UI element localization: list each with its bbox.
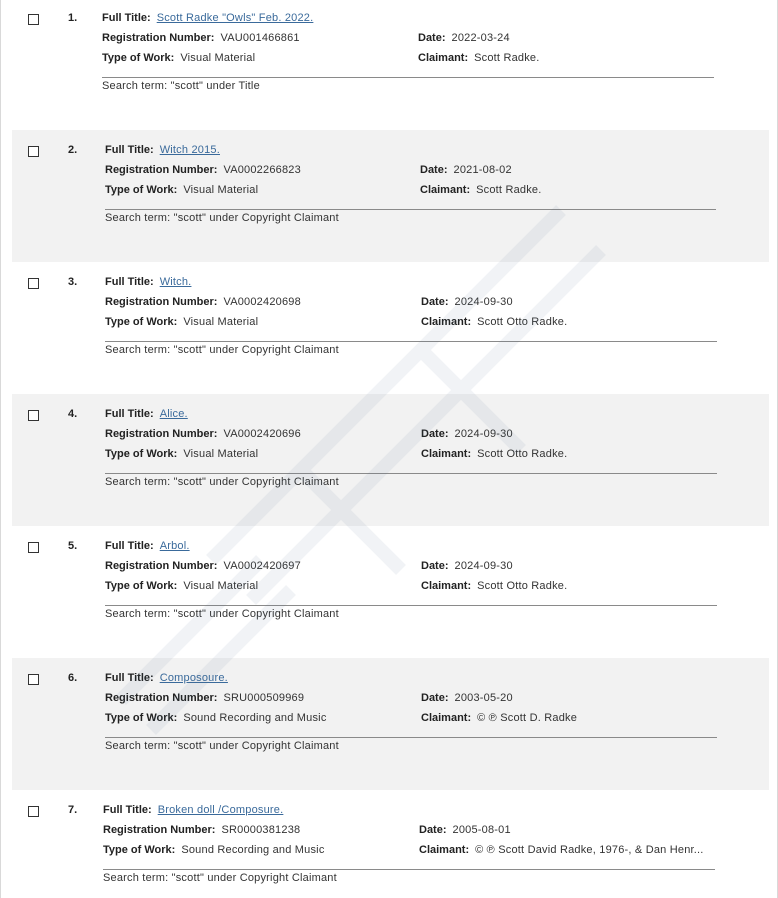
registration-number-field [105,296,301,308]
date-field [420,164,512,176]
registration-number-label: Registration Number: [105,428,218,440]
record-number: 5. [68,540,78,552]
select-checkbox-1[interactable] [28,14,39,25]
record-title-link[interactable]: Composoure. [159,672,228,684]
record-title-link[interactable]: Scott Radke "Owls" Feb. 2022. [156,12,314,24]
date-label: Date: [421,560,449,572]
record-title-link[interactable]: Witch 2015. [159,144,220,156]
claimant-value: Scott Radke. [476,184,542,196]
type-of-work-label: Type of Work: [105,448,178,460]
record-title-link[interactable]: Broken doll /Composure. [157,804,284,816]
full-title-label: Full Title: [105,408,154,420]
claimant-value: Scott Otto Radke. [477,448,568,460]
type-of-work-value: Visual Material [183,448,259,460]
type-of-work-field [103,844,325,856]
search-term-note: Search term: "scott" under Copyright Claimant [105,608,339,620]
full-title-label: Full Title: [102,12,151,24]
claimant-label: Claimant: [421,316,472,328]
date-label: Date: [421,296,449,308]
claimant-field [421,712,577,724]
full-title-field [105,540,190,552]
full-title-label: Full Title: [105,276,154,288]
claimant-label: Claimant: [420,184,471,196]
date-field [421,692,513,704]
search-term-note: Search term: "scott" under Copyright Claimant [105,476,339,488]
date-label: Date: [421,428,449,440]
select-checkbox-7[interactable] [28,806,39,817]
type-of-work-value: Visual Material [183,580,259,592]
registration-number-value: VA0002420697 [223,560,301,572]
type-of-work-field [105,580,258,592]
type-of-work-field [105,316,258,328]
full-title-field [105,672,228,684]
claimant-label: Claimant: [421,448,472,460]
registration-number-field [103,824,300,836]
date-value: 2003-05-20 [454,692,513,704]
claimant-value: Scott Otto Radke. [477,316,568,328]
registration-number-value: SR0000381238 [221,824,301,836]
claimant-value: Scott Radke. [474,52,540,64]
record-title-link[interactable]: Witch. [159,276,192,288]
date-value: 2024-09-30 [454,428,513,440]
claimant-field [419,844,704,856]
record-number: 7. [68,804,78,816]
record-number: 2. [68,144,78,156]
record-divider [105,605,717,606]
claimant-field [421,580,567,592]
date-value: 2021-08-02 [453,164,512,176]
registration-number-value: VA0002420698 [223,296,301,308]
claimant-field [421,448,567,460]
record-divider [105,209,716,210]
record-divider [103,869,715,870]
record-divider [102,77,714,78]
claimant-value: © ℗ Scott D. Radke [477,712,578,724]
record-number: 1. [68,12,78,24]
record-title-link[interactable]: Alice. [159,408,188,420]
full-title-field [103,804,283,816]
record-divider [105,473,717,474]
registration-number-label: Registration Number: [105,296,218,308]
full-title-field [102,12,313,24]
type-of-work-label: Type of Work: [105,712,178,724]
claimant-value: Scott Otto Radke. [477,580,568,592]
date-field [421,428,513,440]
type-of-work-value: Sound Recording and Music [181,844,325,856]
date-value: 2024-09-30 [454,560,513,572]
type-of-work-label: Type of Work: [105,184,178,196]
date-field [419,824,511,836]
registration-number-label: Registration Number: [103,824,216,836]
type-of-work-label: Type of Work: [102,52,175,64]
type-of-work-field [105,712,327,724]
registration-number-value: VA0002420696 [223,428,301,440]
type-of-work-field [105,184,258,196]
search-term-note: Search term: "scott" under Title [102,80,260,92]
date-value: 2005-08-01 [452,824,511,836]
select-checkbox-6[interactable] [28,674,39,685]
type-of-work-label: Type of Work: [105,580,178,592]
full-title-label: Full Title: [103,804,152,816]
record-number: 6. [68,672,78,684]
record-number: 3. [68,276,78,288]
date-field [421,560,513,572]
date-label: Date: [421,692,449,704]
claimant-value: © ℗ Scott David Radke, 1976-, & Dan Henr... [475,844,704,856]
record-divider [105,737,717,738]
select-checkbox-2[interactable] [28,146,39,157]
registration-number-label: Registration Number: [102,32,215,44]
type-of-work-field [102,52,255,64]
date-label: Date: [419,824,447,836]
registration-number-label: Registration Number: [105,692,218,704]
registration-number-field [105,428,301,440]
date-value: 2022-03-24 [451,32,510,44]
claimant-field [421,316,567,328]
search-term-note: Search term: "scott" under Copyright Claimant [103,872,337,884]
full-title-field [105,144,220,156]
claimant-label: Claimant: [419,844,470,856]
claimant-label: Claimant: [421,580,472,592]
type-of-work-value: Visual Material [183,316,259,328]
registration-number-value: SRU000509969 [223,692,305,704]
select-checkbox-4[interactable] [28,410,39,421]
type-of-work-field [105,448,258,460]
claimant-label: Claimant: [418,52,469,64]
search-term-note: Search term: "scott" under Copyright Claimant [105,740,339,752]
search-term-note: Search term: "scott" under Copyright Claimant [105,344,339,356]
date-value: 2024-09-30 [454,296,513,308]
date-label: Date: [420,164,448,176]
registration-number-field [102,32,300,44]
type-of-work-value: Sound Recording and Music [183,712,327,724]
full-title-label: Full Title: [105,540,154,552]
claimant-label: Claimant: [421,712,472,724]
full-title-label: Full Title: [105,672,154,684]
claimant-field [418,52,540,64]
registration-number-label: Registration Number: [105,164,218,176]
registration-number-field [105,692,304,704]
select-checkbox-5[interactable] [28,542,39,553]
date-field [418,32,510,44]
select-checkbox-3[interactable] [28,278,39,289]
registration-number-value: VAU001466861 [220,32,300,44]
search-term-note: Search term: "scott" under Copyright Claimant [105,212,339,224]
full-title-field [105,408,188,420]
full-title-label: Full Title: [105,144,154,156]
type-of-work-value: Visual Material [183,184,259,196]
date-field [421,296,513,308]
full-title-field [105,276,191,288]
date-label: Date: [418,32,446,44]
record-number: 4. [68,408,78,420]
type-of-work-label: Type of Work: [103,844,176,856]
registration-number-field [105,560,301,572]
record-title-link[interactable]: Arbol. [159,540,190,552]
record-divider [105,341,717,342]
type-of-work-label: Type of Work: [105,316,178,328]
registration-number-label: Registration Number: [105,560,218,572]
claimant-field [420,184,542,196]
registration-number-field [105,164,301,176]
type-of-work-value: Visual Material [180,52,256,64]
registration-number-value: VA0002266823 [223,164,301,176]
